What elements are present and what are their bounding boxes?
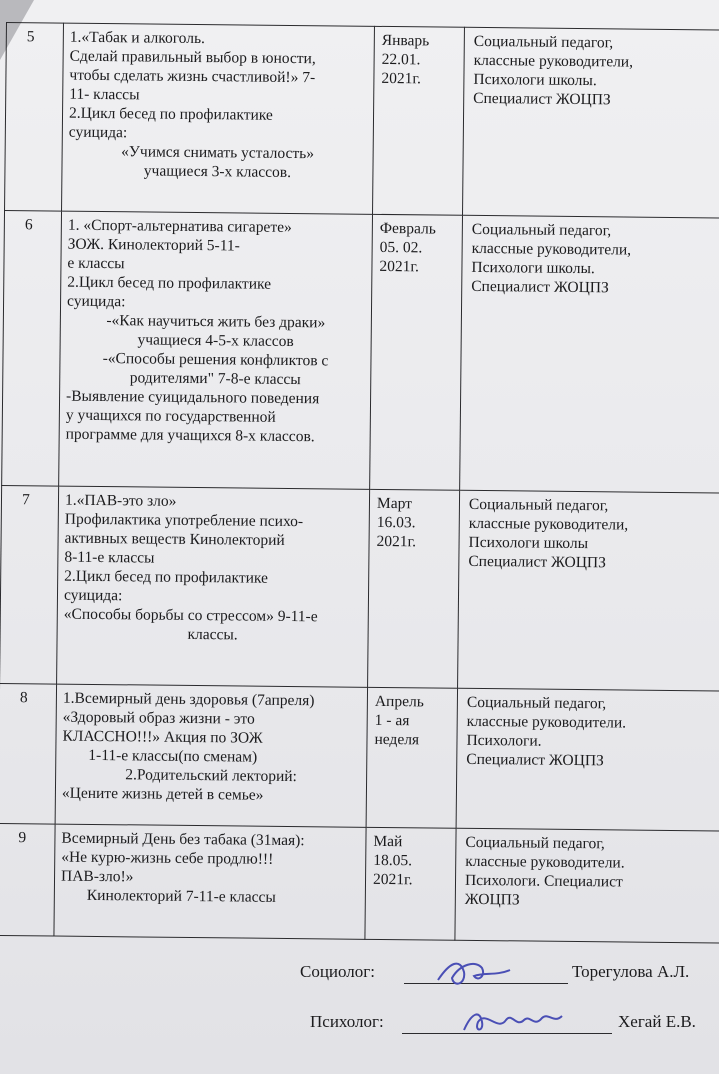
date-cell-line: 1 - ая [374, 711, 410, 730]
event-cell-line: 2.Цикл бесед по профилактике [68, 104, 273, 124]
event-cell-line: ЗОЖ. Кинолекторий 5-11- [67, 235, 240, 255]
event-cell [55, 684, 367, 827]
event-cell-line: учащиеся 4-5-х классов [137, 331, 294, 351]
sociologist-name: Торегулова А.Л. [572, 962, 690, 981]
date-cell-line: Апрель [374, 692, 424, 711]
event-cell-line: Профилактика употребление психо- [64, 510, 304, 531]
event-cell-line: 2.Цикл бесед по профилактике [67, 273, 272, 293]
responsible-cell-line: классные руководители, [468, 514, 629, 534]
event-cell-line: у учащихся по государственной [65, 406, 276, 426]
event-cell-line: 11- классы [69, 85, 140, 104]
table-row [2, 210, 719, 493]
responsible-cell-line: ЖОЦПЗ [464, 890, 520, 909]
event-cell-line: учащиеся 3-х классов. [143, 162, 292, 181]
date-cell [370, 214, 463, 490]
table-row [0, 485, 719, 691]
psychologist-label: Психолог: [310, 1012, 384, 1031]
event-cell-line: «Способы борьбы со стрессом» 9-11-е [63, 605, 318, 626]
event-cell-line: «Не курю-жизнь себе продлю!!! [61, 848, 274, 868]
date-cell-line: 2021г. [379, 257, 420, 276]
event-cell-line: 2.Родительский лекторий: [125, 766, 297, 786]
responsible-cell [458, 490, 719, 691]
responsible-cell-line: классные руководители. [466, 712, 627, 732]
date-cell-line: Март [376, 494, 413, 513]
sociologist-signature-mark [430, 954, 520, 994]
responsible-cell [455, 828, 719, 943]
event-cell [54, 824, 366, 939]
responsible-cell [456, 688, 719, 831]
sociologist-label: Социолог: [300, 962, 375, 981]
event-cell-line: чтобы сделать жизнь счастливой!» 7- [69, 66, 316, 87]
date-cell-line: неделя [374, 730, 420, 749]
responsible-cell-line: Социальный педагог, [466, 693, 607, 713]
date-cell-line: 22.01. [381, 50, 421, 69]
event-cell-line: 1. «Спорт-альтернатива сигарете» [67, 216, 292, 237]
responsible-cell-line: классные руководители, [473, 51, 634, 71]
date-cell-line: Январь [381, 31, 430, 50]
psychologist-signature-mark [458, 1002, 568, 1042]
event-cell-line: классы. [187, 625, 238, 644]
event-cell-line: 1.«ПАВ-это зло» [64, 491, 177, 510]
event-cell-line: суицида: [68, 123, 128, 142]
date-cell-line: 2021г. [372, 870, 413, 889]
event-cell-line: «Цените жизнь детей в семье» [61, 784, 264, 804]
responsible-cell [460, 215, 719, 493]
psychologist-signature-line [310, 1012, 719, 1052]
sociologist-signature-line [300, 962, 719, 1002]
responsible-cell [463, 27, 719, 218]
date-cell-line: 2021г. [381, 69, 422, 88]
date-cell [368, 489, 460, 688]
date-cell [373, 26, 465, 215]
row-number: 6 [2, 210, 62, 486]
row-number: 9 [0, 823, 55, 936]
row-number: 8 [0, 683, 57, 824]
table-row [0, 683, 719, 831]
responsible-cell-line: Социальный педагог, [473, 32, 614, 52]
event-cell-line: 1.Всемирный день здоровья (7апреля) [62, 689, 315, 710]
table-row [0, 823, 719, 943]
event-cell-line: суицида: [63, 586, 123, 605]
responsible-cell-line: Психологи школы [468, 533, 589, 553]
responsible-cell-line: Психологи школы. [471, 258, 595, 278]
event-cell-line: 1-11-е классы(по сменам) [88, 746, 258, 766]
event-cell-line: «Здоровый образ жизни - это [62, 708, 255, 728]
events-table [0, 22, 719, 944]
date-cell-line: 16.03. [376, 513, 416, 532]
responsible-cell-line: Специалист ЖОЦПЗ [471, 277, 609, 297]
event-cell-line: -«Способы решения конфликтов с [102, 350, 329, 370]
event-cell [59, 211, 373, 489]
psychologist-name: Хегай Е.В. [618, 1012, 696, 1031]
responsible-cell-line: Психологи. Специалист [464, 871, 623, 891]
event-cell-line: активных веществ Кинолекторий [64, 529, 285, 549]
event-cell-line: 2.Цикл бесед по профилактике [64, 567, 269, 587]
date-cell-line: 2021г. [376, 532, 417, 551]
event-cell-line: родителями" 7-8-е классы [129, 369, 301, 389]
responsible-cell-line: Психологи школы. [473, 70, 597, 90]
event-cell-line: Сделай правильный выбор в юности, [69, 47, 316, 68]
event-cell-line: КЛАССНО!!!» Акция по ЗОЖ [62, 727, 263, 747]
event-cell [62, 23, 375, 214]
event-cell-line: Всемирный День без табака (31мая): [61, 829, 305, 850]
row-number: 5 [5, 23, 64, 212]
event-cell-line: -«Как научиться жить без драки» [106, 312, 326, 332]
date-cell-line: 05. 02. [379, 238, 423, 257]
date-cell [365, 827, 456, 940]
responsible-cell-line: Специалист ЖОЦПЗ [466, 750, 604, 770]
event-cell-line: ПАВ-зло!» [60, 867, 134, 886]
event-cell-line: программе для учащихся 8-х классов. [65, 425, 315, 446]
responsible-cell-line: Социальный педагог, [468, 495, 609, 515]
event-cell-line: 1.«Табак и алкоголь. [69, 28, 206, 48]
responsible-cell-line: Специалист ЖОЦПЗ [468, 552, 606, 572]
event-cell-line: «Учимся снимать усталость» [121, 143, 315, 163]
event-cell-line: -Выявление суицидального поведения [65, 387, 320, 408]
event-cell-line: суицида: [66, 292, 126, 311]
event-cell [57, 486, 370, 687]
responsible-cell-line: Социальный педагог, [471, 220, 612, 240]
date-cell-line: Май [373, 832, 403, 851]
responsible-cell-line: классные руководители. [465, 852, 625, 872]
responsible-cell-line: классные руководители, [471, 239, 632, 259]
event-cell-line: е классы [67, 254, 125, 273]
responsible-cell-line: Специалист ЖОЦПЗ [473, 89, 611, 109]
date-cell-line: Февраль [379, 219, 436, 238]
date-cell-line: 18.05. [373, 851, 413, 870]
responsible-cell-line: Социальный педагог, [465, 833, 605, 853]
event-cell-line: 8-11-е классы [64, 548, 155, 567]
event-cell-line: Кинолекторий 7-11-е классы [86, 886, 276, 906]
row-number: 7 [0, 485, 59, 684]
responsible-cell-line: Психологи. [466, 731, 542, 750]
date-cell [366, 687, 457, 828]
table-row [5, 23, 719, 219]
